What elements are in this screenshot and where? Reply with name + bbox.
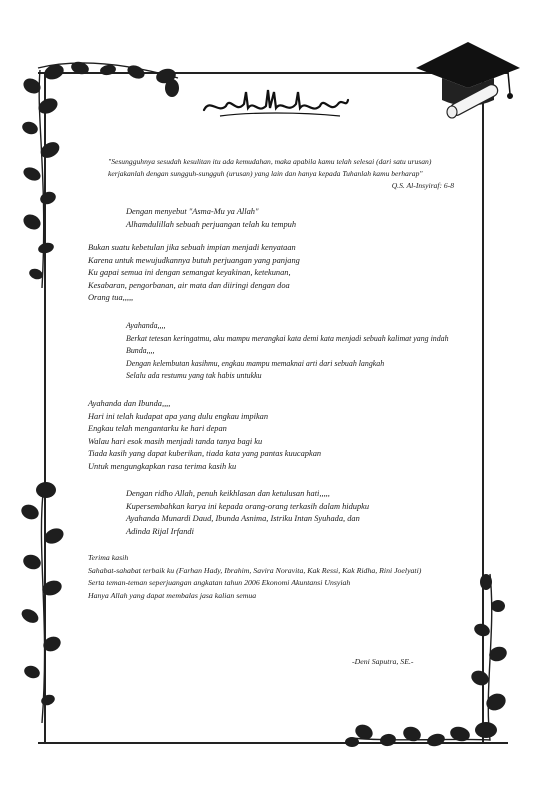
stanza-4-line: Adinda Rijal Irfandi <box>126 526 194 536</box>
stanza-2-line: Bunda,,,, <box>126 346 155 356</box>
stanza-3-line: Untuk mengungkapkan rasa terima kasih ku <box>88 461 237 471</box>
graduation-cap-icon <box>412 38 524 120</box>
stanza-2-line: Berkat tetesan keringatmu, aku mampu merangkai kata demi kata menjadi sebuah kalimat yang indah <box>126 333 449 343</box>
stanza-2-line: Ayahanda,,,, <box>126 321 166 330</box>
asma-block <box>126 206 296 231</box>
stanza-4-line: Dengan ridho Allah, penuh keikhlasan dan ketulusan hati,,,,, <box>126 489 330 498</box>
stanza-1-line: Karena untuk mewujudkannya butuh perjuangan yang panjang <box>88 255 300 265</box>
thanks-block <box>88 552 421 602</box>
stanza-2-line: Dengan kelembutan kasihmu, engkau mampu memaknai arti dari sebuah langkah <box>126 358 385 368</box>
stanza-1-line: Kesabaran, pengorbanan, air mata dan diiringi dengan doa <box>88 280 290 290</box>
thanks-line: Hanya Allah yang dapat membalas jasa kalian semua <box>88 590 257 600</box>
opening-quote <box>108 156 454 192</box>
stanza-1-line: Orang tua,,,,, <box>88 293 134 303</box>
stanza-3-line: Ayahanda dan Ibunda,,,, <box>88 399 171 408</box>
stanza-2-line: Selalu ada restumu yang tak habis untukku <box>126 371 262 381</box>
thanks-line: Terima kasih <box>88 553 129 562</box>
stanza-3-line: Tiada kasih yang dapat kuberikan, tiada kata yang pantas kuucapkan <box>88 449 322 459</box>
signature: -Deni Saputra, SE.- <box>352 657 414 666</box>
quote-source: Q.S. Al-Insyiraf: 6-8 <box>391 181 454 190</box>
asma-line-2: Alhamdulillah sebuah perjuangan telah ku tempuh <box>126 219 297 229</box>
thanks-line: Sahabat-sahabat terbaik ku (Farhan Hady, Ibrahim, Savira Noravita, Kak Ressi, Kak Ridha, Rini Joelyati) <box>88 565 422 575</box>
stanza-4-line: Kupersembahkan karya ini kepada orang-orang terkasih dalam hidupku <box>126 501 370 511</box>
stanza-1 <box>88 242 300 305</box>
ivy-vine-ornament-bottom-left <box>14 478 70 728</box>
stanza-1-line: Bukan suatu kebetulan jika sebuah impian menjadi kenyataan <box>88 243 296 252</box>
stanza-1-line: Ku gapai semua ini dengan semangat keyakinan, ketekunan, <box>88 268 291 278</box>
stanza-3-line: Hari ini telah kudapat apa yang dulu engkau impikan <box>88 411 269 421</box>
stanza-4 <box>126 488 369 538</box>
quote-line-1: "Sesungguhnya sesudah kesulitan itu ada kemudahan, maka apabila kamu telah selesai (dari satu urusan) <box>108 157 432 166</box>
bismillah-calligraphy <box>200 88 350 118</box>
stanza-4-line: Ayahanda Munardi Daud, Ibunda Asnima, Istriku Intan Syuhada, dan <box>126 514 360 524</box>
stanza-3 <box>88 398 321 474</box>
stanza-3-line: Walau hari esok masih menjadi tanda tanya bagi ku <box>88 436 263 446</box>
stanza-2 <box>126 320 449 383</box>
thanks-line: Serta teman-teman seperjuangan angkatan tahun 2006 Ekonomi Akuntansi Unsyiah <box>88 578 351 588</box>
quote-line-2: kerjakanlah dengan sungguh-sungguh (urusan) yang lain dan hanya kepada Tuhanlah kamu berharap" <box>108 169 423 178</box>
stanza-3-line: Engkau telah mengantarku ke hari depan <box>88 424 227 434</box>
asma-line-1: Dengan menyebut "Asma-Mu ya Allah" <box>126 207 259 216</box>
